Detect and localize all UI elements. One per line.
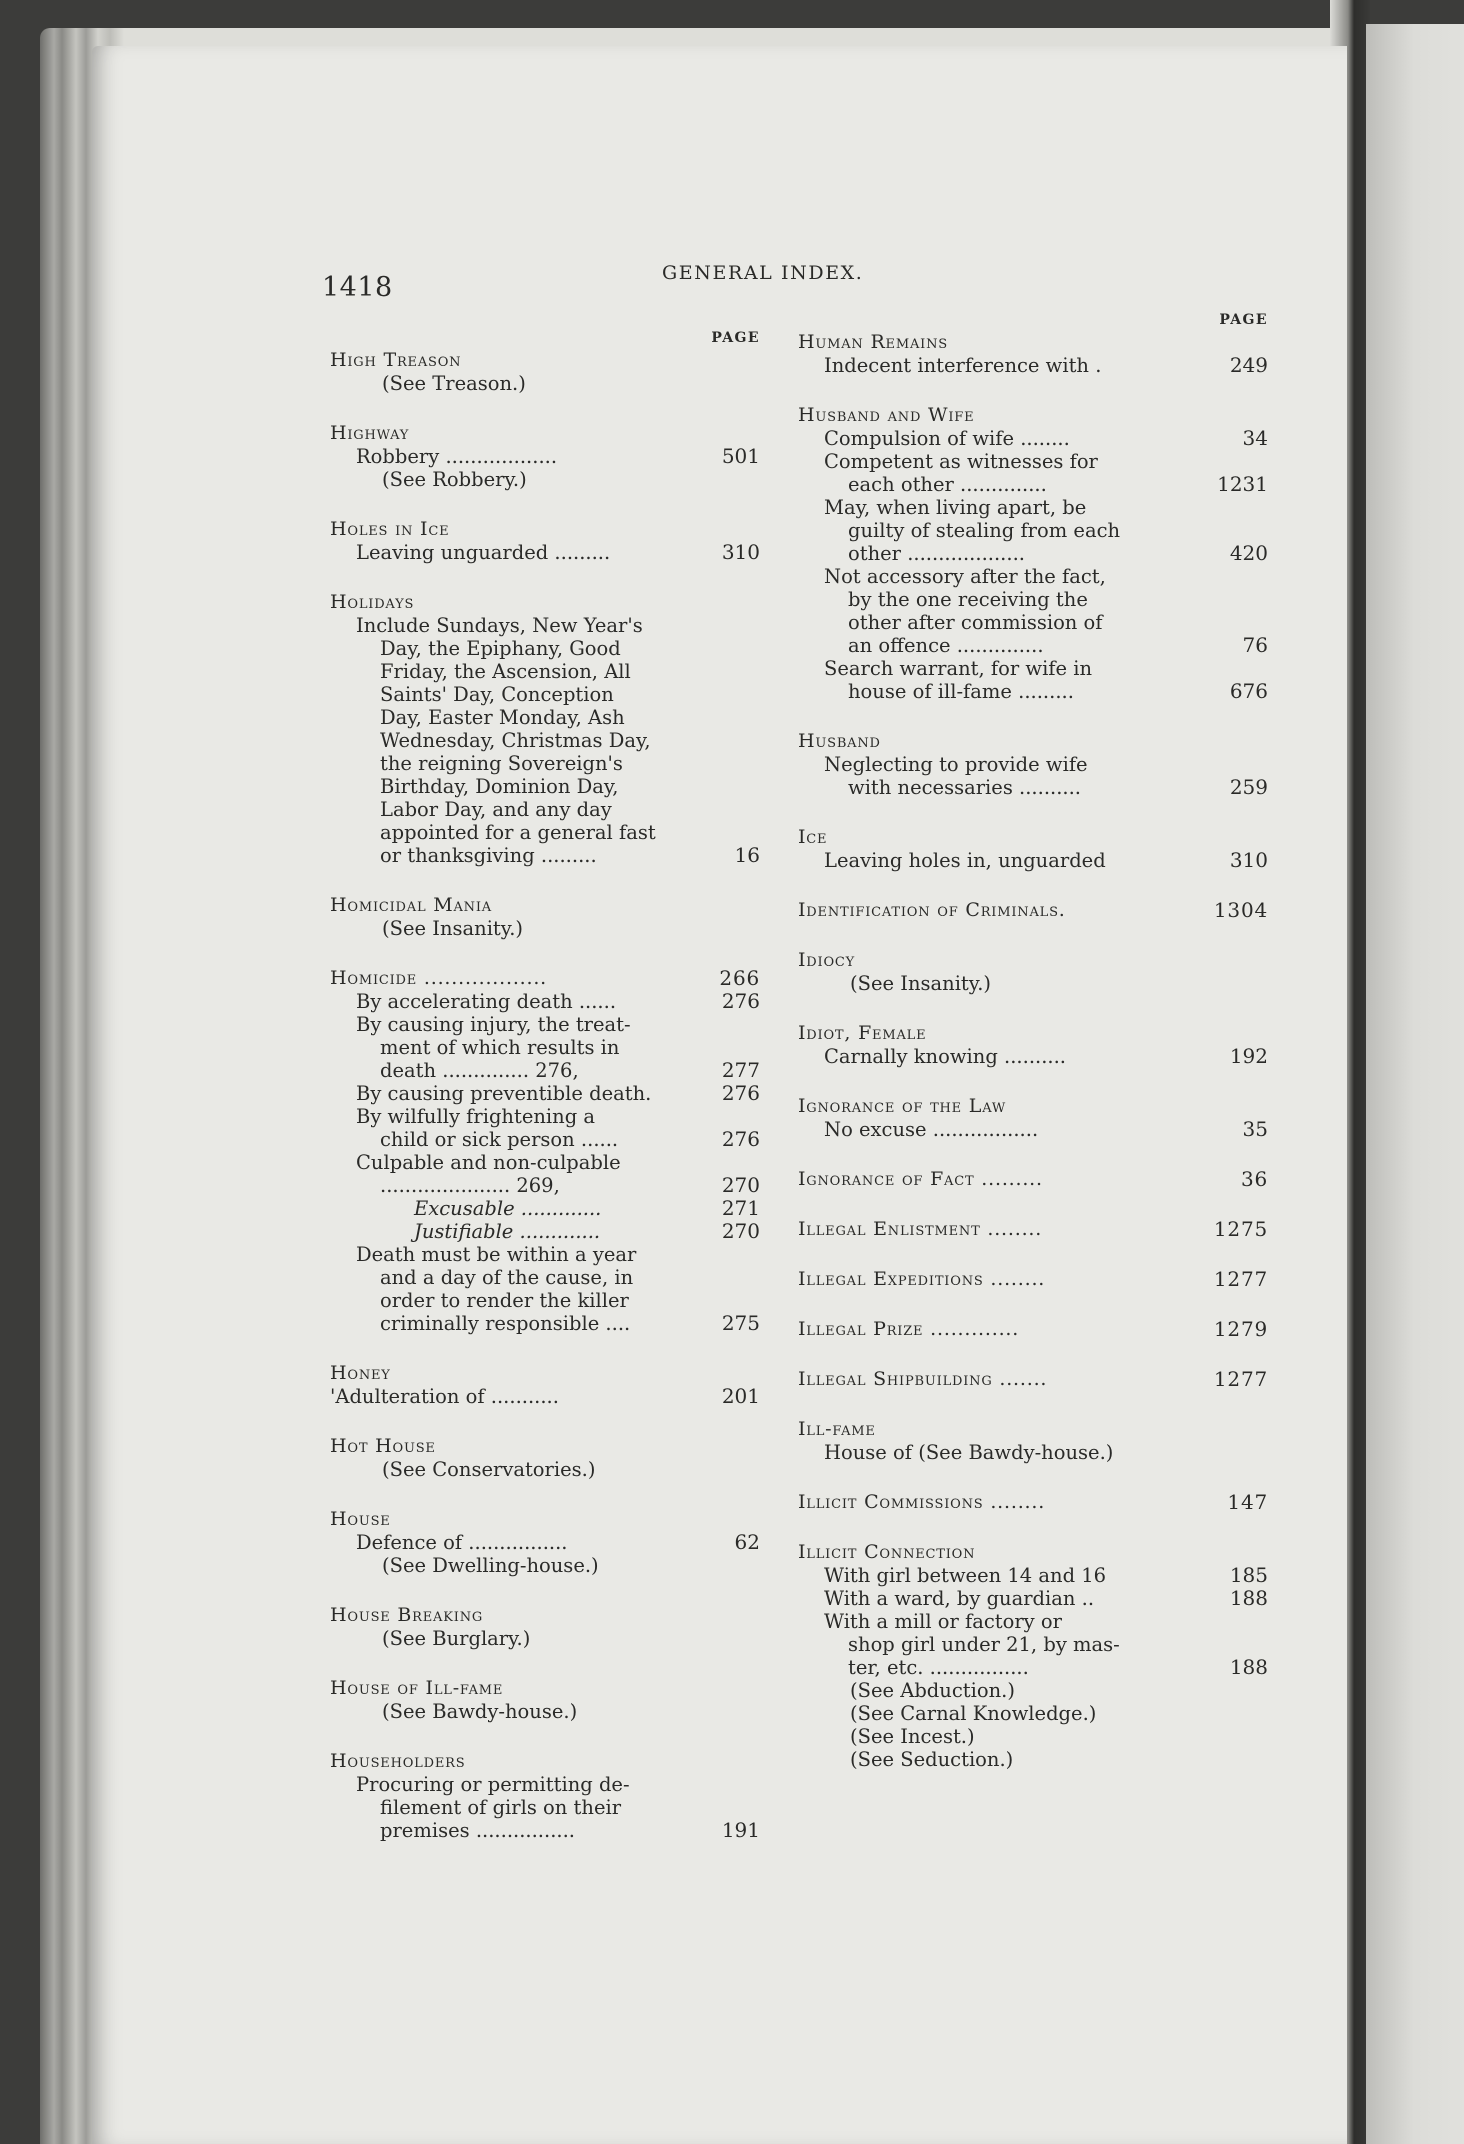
page-reference: 277 xyxy=(721,1058,760,1082)
subentry-text: shop girl under 21, by mas- xyxy=(848,1633,1120,1656)
entry-heading xyxy=(330,348,760,372)
page-reference: 276 xyxy=(721,989,760,1013)
page-reference: 62 xyxy=(734,1530,760,1554)
subentry-text: (See Treason.) xyxy=(382,372,526,395)
subentry-line xyxy=(798,588,1268,611)
subentry-text: (See Insanity.) xyxy=(382,917,524,940)
subentry-line xyxy=(798,496,1268,519)
entry-heading-text: Ignorance of Fact ......... xyxy=(798,1168,1043,1190)
subentry-text: other ................... xyxy=(848,542,1025,565)
page-reference: 1304 xyxy=(1213,898,1268,922)
index-entry xyxy=(798,1167,1268,1191)
entry-heading-text: Idiot, Female xyxy=(798,1022,927,1044)
subentry-text: House of (See Bawdy-house.) xyxy=(824,1441,1114,1464)
index-entry xyxy=(798,1021,1268,1068)
subentry-text: the reigning Sovereign's xyxy=(380,752,623,775)
subentry-line xyxy=(330,729,760,752)
entry-heading-text: Illicit Connection xyxy=(798,1541,976,1563)
subentry-line xyxy=(798,849,1268,872)
subentry-text: Compulsion of wife ........ xyxy=(824,427,1070,450)
subentry-line xyxy=(798,519,1268,542)
page-reference: 276 xyxy=(721,1127,760,1151)
subentry-text: order to render the killer xyxy=(380,1289,629,1312)
page-reference: 188 xyxy=(1229,1586,1268,1610)
entry-heading xyxy=(330,1434,760,1458)
subentry-text: With a ward, by guardian .. xyxy=(824,1587,1095,1610)
cross-reference xyxy=(330,1554,760,1577)
subentry-line xyxy=(330,1266,760,1289)
entry-heading xyxy=(798,330,1268,354)
subentry-text: appointed for a general fast xyxy=(380,821,656,844)
subentry-line xyxy=(798,1587,1268,1610)
subentry-line xyxy=(330,990,760,1013)
entry-heading xyxy=(798,403,1268,427)
subentry-line xyxy=(330,614,760,637)
index-column-right xyxy=(798,312,1268,1797)
subentry-text: and a day of the cause, in xyxy=(380,1266,634,1289)
page-reference: 259 xyxy=(1229,775,1268,799)
entry-heading xyxy=(330,590,760,614)
entry-heading-text: Householders xyxy=(330,1750,466,1772)
entry-heading-text: Holidays xyxy=(330,591,415,613)
subentry-line xyxy=(798,1564,1268,1587)
subentry-line xyxy=(330,752,760,775)
index-entry xyxy=(798,1267,1268,1291)
subentry-text: (See Abduction.) xyxy=(850,1679,1015,1702)
subentry-text: May, when living apart, be xyxy=(824,496,1087,519)
subentry-line xyxy=(798,657,1268,680)
subentry-text: criminally responsible .... xyxy=(380,1312,631,1335)
page-reference: 1275 xyxy=(1213,1217,1268,1241)
subentry-text: (See Robbery.) xyxy=(382,468,527,491)
cross-reference xyxy=(330,468,760,491)
page-reference: 192 xyxy=(1229,1044,1268,1068)
subentry-text: By wilfully frightening a xyxy=(356,1105,596,1128)
entry-heading xyxy=(798,1094,1268,1118)
entry-heading xyxy=(798,1217,1268,1241)
entry-heading xyxy=(798,825,1268,849)
cross-reference xyxy=(330,372,760,395)
subentry-line xyxy=(330,1059,760,1082)
subentry-text: By accelerating death ...... xyxy=(356,990,617,1013)
subentry-line xyxy=(330,683,760,706)
cross-reference xyxy=(798,1725,1268,1748)
entry-heading xyxy=(798,1417,1268,1441)
subentry-text: death .............. 276, xyxy=(380,1059,579,1082)
page-reference: 501 xyxy=(721,444,760,468)
page-reference: 249 xyxy=(1229,353,1268,377)
entry-heading-text: Holes in Ice xyxy=(330,518,450,540)
index-entry xyxy=(330,893,760,940)
entry-heading-text: Homicide .................. xyxy=(330,967,548,989)
subentry-line xyxy=(330,1082,760,1105)
subentry-line xyxy=(330,1036,760,1059)
subentry-text: Day, the Epiphany, Good xyxy=(380,637,621,660)
page-reference: 35 xyxy=(1242,1117,1268,1141)
subentry-line xyxy=(330,821,760,844)
page-reference: 270 xyxy=(721,1219,760,1243)
index-entry xyxy=(330,1361,760,1408)
cross-reference xyxy=(330,1700,760,1723)
page-header xyxy=(322,262,1222,302)
entry-heading-text: Ill-fame xyxy=(798,1418,876,1440)
subentry-text: Death must be within a year xyxy=(356,1243,637,1266)
entry-heading-text: Ignorance of the Law xyxy=(798,1095,1007,1117)
subentry-line xyxy=(798,1118,1268,1141)
index-entry xyxy=(330,517,760,564)
subentry-line xyxy=(798,1045,1268,1068)
page-reference: 310 xyxy=(721,540,760,564)
subentry-text: ter, etc. ................ xyxy=(848,1656,1029,1679)
page-reference: 188 xyxy=(1229,1655,1268,1679)
page-reference: 1277 xyxy=(1213,1267,1268,1291)
subentry-line xyxy=(330,1289,760,1312)
subentry-line xyxy=(798,473,1268,496)
subentry-text: No excuse ................. xyxy=(824,1118,1039,1141)
entry-heading xyxy=(330,421,760,445)
entry-heading-text: Illegal Prize ............. xyxy=(798,1318,1020,1340)
entry-heading xyxy=(798,729,1268,753)
subentry-text: Competent as witnesses for xyxy=(824,450,1098,473)
entry-heading-text: Illicit Commissions ........ xyxy=(798,1491,1046,1513)
subentry-text: other after commission of xyxy=(848,611,1103,634)
subentry-text: Culpable and non-culpable xyxy=(356,1151,621,1174)
subentry-text: (See Incest.) xyxy=(850,1725,975,1748)
page-reference: 201 xyxy=(721,1384,760,1408)
subentry-line xyxy=(330,541,760,564)
subentry-line xyxy=(798,776,1268,799)
entry-heading-text: Homicidal Mania xyxy=(330,894,492,916)
subentry-text: Day, Easter Monday, Ash xyxy=(380,706,625,729)
subentry-text: (See Carnal Knowledge.) xyxy=(850,1702,1097,1725)
page-number: 1418 xyxy=(322,272,393,303)
subentry-text: Search warrant, for wife in xyxy=(824,657,1093,680)
entry-heading xyxy=(798,1021,1268,1045)
subentry-text: Excusable ............. xyxy=(414,1197,602,1220)
subentry-line xyxy=(798,753,1268,776)
page-column-label: PAGE xyxy=(1219,312,1268,328)
subentry-text: 'Adulteration of ........... xyxy=(330,1385,559,1408)
subentry-line xyxy=(330,1796,760,1819)
index-entry xyxy=(798,1094,1268,1141)
index-entry xyxy=(798,948,1268,995)
subentry-text: Not accessory after the fact, xyxy=(824,565,1106,588)
entry-heading xyxy=(798,1167,1268,1191)
cross-reference xyxy=(798,1679,1268,1702)
page-reference: 36 xyxy=(1240,1167,1268,1191)
entry-heading xyxy=(330,1361,760,1385)
entry-heading xyxy=(330,966,760,990)
entry-heading-text: Husband and Wife xyxy=(798,404,975,426)
subentry-text: Robbery .................. xyxy=(356,445,558,468)
subentry-line xyxy=(798,680,1268,703)
entry-heading-text: Idiocy xyxy=(798,949,856,971)
subentry-text: with necessaries .......... xyxy=(848,776,1082,799)
subentry-text: By causing preventible death. xyxy=(356,1082,652,1105)
entry-heading xyxy=(798,948,1268,972)
right-entries xyxy=(798,330,1268,1771)
subentry-line xyxy=(798,450,1268,473)
page-reference: 147 xyxy=(1227,1490,1268,1514)
subentry-line xyxy=(330,1531,760,1554)
entry-heading-text: Honey xyxy=(330,1362,391,1384)
page-reference: 276 xyxy=(721,1081,760,1105)
subentry-line xyxy=(330,775,760,798)
subentry-text: Neglecting to provide wife xyxy=(824,753,1088,776)
subentry-line xyxy=(798,1633,1268,1656)
subentry-line xyxy=(330,660,760,683)
index-entry xyxy=(798,1490,1268,1514)
subentry-text: Procuring or permitting de- xyxy=(356,1773,630,1796)
entry-heading-text: House Breaking xyxy=(330,1604,484,1626)
subentry-line xyxy=(330,798,760,821)
subentry-text: Leaving unguarded ......... xyxy=(356,541,611,564)
cross-reference xyxy=(798,972,1268,995)
entry-heading-text: Ice xyxy=(798,826,828,848)
subentry-line xyxy=(330,1128,760,1151)
subentry-line xyxy=(798,611,1268,634)
index-entry xyxy=(330,348,760,395)
index-entry xyxy=(798,1540,1268,1771)
entry-heading xyxy=(798,1267,1268,1291)
subentry-text: (See Dwelling-house.) xyxy=(382,1554,599,1577)
index-entry xyxy=(798,825,1268,872)
entry-heading xyxy=(330,1603,760,1627)
subentry-text: (See Conservatories.) xyxy=(382,1458,596,1481)
entry-heading xyxy=(798,898,1268,922)
subentry-text: (See Burglary.) xyxy=(382,1627,531,1650)
entry-heading xyxy=(798,1317,1268,1341)
page-column-label: PAGE xyxy=(711,330,760,346)
subentry-text: each other .............. xyxy=(848,473,1047,496)
index-entry xyxy=(798,1317,1268,1341)
cross-reference xyxy=(330,1458,760,1481)
entry-heading-text: Illegal Shipbuilding ....... xyxy=(798,1368,1048,1390)
subentry-line xyxy=(330,1105,760,1128)
entry-heading-text: Illegal Expeditions ........ xyxy=(798,1268,1046,1290)
subentry-text: Birthday, Dominion Day, xyxy=(380,775,619,798)
subentry-text: filement of girls on their xyxy=(380,1796,622,1819)
entry-heading-text: House of Ill-fame xyxy=(330,1677,504,1699)
index-entry xyxy=(798,898,1268,922)
index-entry xyxy=(798,403,1268,703)
page-reference: 270 xyxy=(721,1173,760,1197)
index-entry xyxy=(330,590,760,867)
subentry-line xyxy=(330,706,760,729)
subentry-line xyxy=(330,1312,760,1335)
page-reference: 275 xyxy=(721,1311,760,1335)
subentry-line xyxy=(330,445,760,468)
subentry-text: Justifiable ............. xyxy=(414,1220,601,1243)
entry-heading-text: Illegal Enlistment ........ xyxy=(798,1218,1043,1240)
subentry-text: guilty of stealing from each xyxy=(848,519,1121,542)
subentry-text: house of ill-fame ......... xyxy=(848,680,1074,703)
index-entry xyxy=(798,1217,1268,1241)
index-entry xyxy=(798,1417,1268,1464)
subentry-text: Include Sundays, New Year's xyxy=(356,614,643,637)
subentry-line xyxy=(330,1151,760,1174)
running-head: GENERAL INDEX. xyxy=(662,262,864,284)
subentry-text: Friday, the Ascension, All xyxy=(380,660,631,683)
page-reference: 185 xyxy=(1229,1563,1268,1587)
entry-heading xyxy=(330,893,760,917)
facing-page-edge xyxy=(1366,24,1464,2144)
page-reference: 676 xyxy=(1229,679,1268,703)
subentry-text: an offence .............. xyxy=(848,634,1044,657)
subentry-line xyxy=(330,1819,760,1842)
subentry-line xyxy=(798,1656,1268,1679)
entry-heading-text: High Treason xyxy=(330,349,462,371)
index-entry xyxy=(798,1367,1268,1391)
subentry-line xyxy=(330,1174,760,1197)
subentry-text: ..................... 269, xyxy=(380,1174,560,1197)
subentry-text: (See Insanity.) xyxy=(850,972,992,995)
cross-reference xyxy=(330,1627,760,1650)
subentry-line xyxy=(330,1243,760,1266)
subentry-line xyxy=(798,565,1268,588)
subentry-line xyxy=(798,1610,1268,1633)
page-reference: 310 xyxy=(1229,848,1268,872)
subentry-text: With girl between 14 and 16 xyxy=(824,1564,1107,1587)
subentry-text: Leaving holes in, unguarded xyxy=(824,849,1106,872)
index-entry xyxy=(330,1507,760,1577)
entry-heading-text: Husband xyxy=(798,730,881,752)
index-entry xyxy=(330,1603,760,1650)
subentry-text: Indecent interference with . xyxy=(824,354,1102,377)
page-reference: 191 xyxy=(721,1818,760,1842)
subentry-line xyxy=(330,637,760,660)
subentry-text: Saints' Day, Conception xyxy=(380,683,614,706)
index-column-left xyxy=(330,330,760,1868)
page-reference: 16 xyxy=(734,843,760,867)
index-entry xyxy=(330,966,760,1335)
entry-heading xyxy=(330,1507,760,1531)
entry-heading-text: House xyxy=(330,1508,391,1530)
subentry-line xyxy=(330,844,760,867)
page-reference: 34 xyxy=(1242,426,1268,450)
entry-heading xyxy=(330,1676,760,1700)
page-reference: 1279 xyxy=(1213,1317,1268,1341)
subentry-line xyxy=(798,542,1268,565)
entry-heading-text: Identification of Criminals. xyxy=(798,899,1066,921)
index-entry xyxy=(798,729,1268,799)
subentry-text: child or sick person ...... xyxy=(380,1128,619,1151)
subentry-text: Wednesday, Christmas Day, xyxy=(380,729,651,752)
page-reference: 1231 xyxy=(1217,472,1268,496)
subentry-line xyxy=(798,634,1268,657)
subentry-text: ment of which results in xyxy=(380,1036,620,1059)
subentry-line xyxy=(330,1220,760,1243)
subentry-line xyxy=(330,1773,760,1796)
cross-reference xyxy=(798,1702,1268,1725)
left-entries xyxy=(330,348,760,1842)
subentry-text: (See Seduction.) xyxy=(850,1748,1014,1771)
subentry-line xyxy=(330,1013,760,1036)
index-entry xyxy=(330,1676,760,1723)
entry-heading-text: Hot House xyxy=(330,1435,436,1457)
subentry-line xyxy=(330,1385,760,1408)
entry-heading xyxy=(798,1540,1268,1564)
entry-heading xyxy=(798,1367,1268,1391)
page-reference: 420 xyxy=(1229,541,1268,565)
subentry-text: By causing injury, the treat- xyxy=(356,1013,631,1036)
page-reference: 271 xyxy=(721,1196,760,1220)
subentry-line xyxy=(330,1197,760,1220)
index-entry xyxy=(330,1749,760,1842)
page-reference: 76 xyxy=(1242,633,1268,657)
cross-reference xyxy=(798,1748,1268,1771)
index-entry xyxy=(330,421,760,491)
page-reference: 1277 xyxy=(1213,1367,1268,1391)
page-reference: 266 xyxy=(719,966,760,990)
index-entry xyxy=(330,1434,760,1481)
subentry-line xyxy=(798,354,1268,377)
subentry-text: Carnally knowing .......... xyxy=(824,1045,1067,1068)
entry-heading-text: Highway xyxy=(330,422,410,444)
subentry-text: Labor Day, and any day xyxy=(380,798,612,821)
subentry-text: by the one receiving the xyxy=(848,588,1088,611)
subentry-line xyxy=(798,1441,1268,1464)
index-entry xyxy=(798,330,1268,377)
subentry-text: (See Bawdy-house.) xyxy=(382,1700,578,1723)
entry-heading xyxy=(798,1490,1268,1514)
subentry-text: premises ................ xyxy=(380,1819,575,1842)
subentry-text: With a mill or factory or xyxy=(824,1610,1062,1633)
subentry-line xyxy=(798,427,1268,450)
entry-heading xyxy=(330,517,760,541)
subentry-text: Defence of ................ xyxy=(356,1531,568,1554)
entry-heading-text: Human Remains xyxy=(798,331,948,353)
cross-reference xyxy=(330,917,760,940)
subentry-text: or thanksgiving ......... xyxy=(380,844,597,867)
entry-heading xyxy=(330,1749,760,1773)
